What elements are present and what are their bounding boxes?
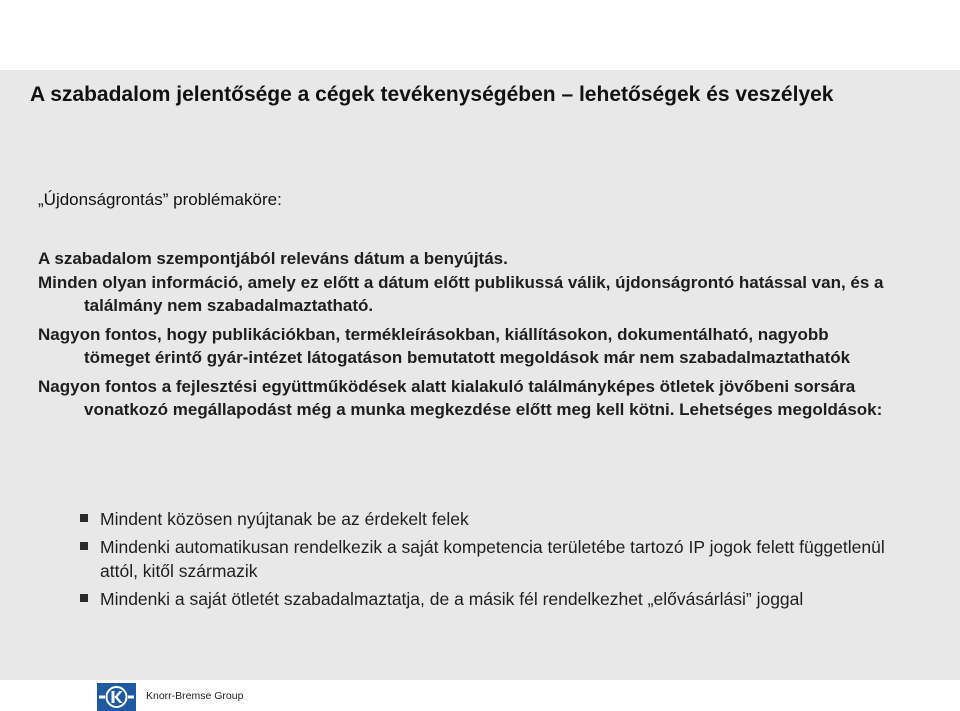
bullet-item — [80, 535, 900, 583]
paragraph: Nagyon fontos a fejlesztési együttműködések alatt kialakuló találmányképes ötletek jövőbeni sorsára vonatkozó megállapodást még a munka megkezdése előtt meg kell kötni. Lehetséges megoldások: — [38, 376, 883, 419]
bullet-list — [80, 507, 900, 615]
footer — [0, 680, 960, 711]
bullet-item — [80, 587, 900, 611]
bullet-text: Mindenki a saját ötletét szabadalmaztatja, de a másik fél rendelkezhet „elővásárlási” joggal — [100, 589, 804, 609]
slide-title: A szabadalom jelentősége a cégek tevékenységében – lehetőségek és veszélyek — [30, 83, 834, 106]
paragraph-block — [38, 247, 898, 427]
top-band — [0, 0, 960, 70]
paragraph: Minden olyan információ, amely ez előtt a dátum előtt publikussá válik, újdonságrontó hatással van, és a találmány nem szabadalmaztatható. — [38, 272, 884, 315]
knorr-bremse-logo-icon — [97, 683, 136, 711]
paragraph: A szabadalom szempontjából releváns dátum a benyújtás. — [38, 249, 508, 268]
square-bullet-icon — [80, 594, 88, 602]
square-bullet-icon — [80, 542, 88, 550]
slide-content — [0, 70, 960, 680]
slide-subtitle: „Újdonságrontás” problémaköre: — [38, 190, 282, 209]
bullet-text: Mindent közösen nyújtanak be az érdekelt felek — [100, 509, 469, 529]
bullet-item — [80, 507, 900, 531]
square-bullet-icon — [80, 514, 88, 522]
paragraph: Nagyon fontos, hogy publikációkban, termékleírásokban, kiállításokon, dokumentálható, nagyobb tömeget érintő gyár-intézet látogatáson bemutatott megoldások már nem szabadalmaztathatók — [38, 324, 851, 367]
company-name: Knorr-Bremse Group — [146, 690, 244, 702]
bullet-text: Mindenki automatikusan rendelkezik a saját kompetencia területébe tartozó IP jogok felett függetlenül attól, kitől származik — [100, 537, 885, 581]
